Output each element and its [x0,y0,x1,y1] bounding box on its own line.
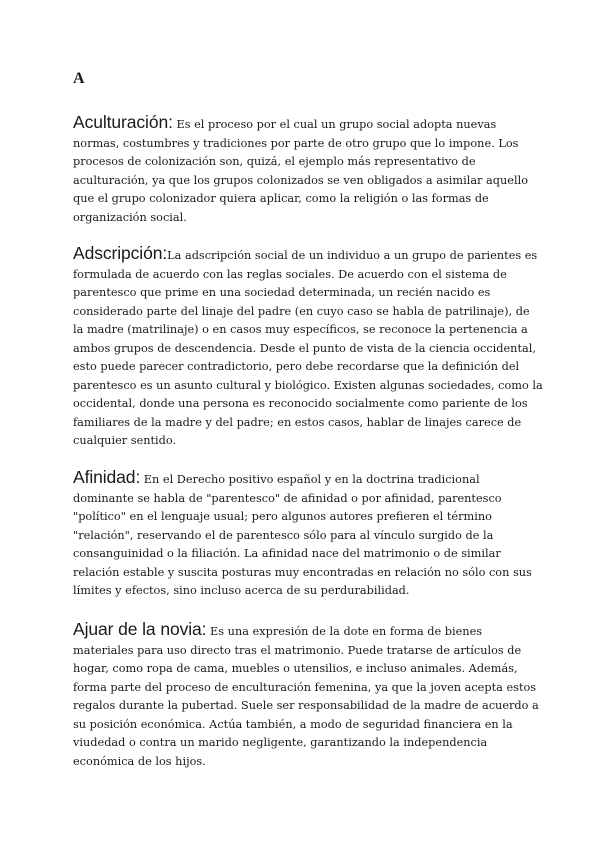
entry-term: Adscripción: [73,243,168,263]
entry-definition: En el Derecho positivo español y en la doctrina tradicional dominante se habla de "parentesco" de afinidad o por afinidad, parentesco "político" en el lenguaje usual; pero algunos autores prefieren el término "relación", reservando el de parentesco sólo para al vínculo surgido de la consanguinidad o la filiación. La afinidad nace del matrimonio o de similar relación estable y suscita posturas muy encontradas en relación no sólo con sus límites y efectos, sino incluso acerca de su perdurabilidad. [73,473,532,597]
entry-definition: La adscripción social de un individuo a un grupo de parientes es formulada de acuerdo con las reglas sociales. De acuerdo con el sistema de parentesco que prime en una sociedad determinada, un recién nacido es considerado parte del linaje del padre (en cuyo caso se habla de patrilinaje), de la madre (matrilinaje) o en casos muy específicos, se reconoce la pertenencia a ambos grupos de descendencia. Desde el punto de vista de la ciencia occidental, esto puede parecer contradictorio, pero debe recordarse que la definición del parentesco es un asunto cultural y biológico. Existen algunas sociedades, como la occidental, donde una persona es reconocido socialmente como pariente de los familiares de la madre y del padre; en estos casos, hablar de linajes carece de cualquier sentido. [73,249,543,447]
entry-term: Ajuar de la novia: [73,619,207,639]
glossary-entry-adscripcion [73,244,543,451]
section-letter: A [73,70,85,87]
entry-definition: Es una expresión de la dote en forma de bienes materiales para uso directo tras el matrimonio. Puede tratarse de artículos de hogar, como ropa de cama, muebles o utensilios, e incluso animales. Además, forma parte del proceso de enculturación femenina, ya que la joven acepta estos regalos durante la pubertad. Suele ser responsabilidad de la madre de acuerdo a su posición económica. Actúa también, a modo de seguridad financiera en la viudedad o contra un marido negligente, garantizando la independencia económica de los hijos. [73,625,539,768]
entry-term: Aculturación: [73,112,173,132]
glossary-entry-aculturacion [73,113,543,227]
entry-term: Afinidad: [73,467,141,487]
glossary-entry-ajuar-de-la-novia [73,620,543,771]
entry-definition: Es el proceso por el cual un grupo social adopta nuevas normas, costumbres y tradiciones por parte de otro grupo que lo impone. Los procesos de colonización son, quizá, el ejemplo más representativo de aculturación, ya que los grupos colonizados se ven obligados a asimilar aquello que el grupo colonizador quiera aplicar, como la religión o las formas de organización social. [73,118,529,224]
glossary-entry-afinidad [73,468,543,601]
